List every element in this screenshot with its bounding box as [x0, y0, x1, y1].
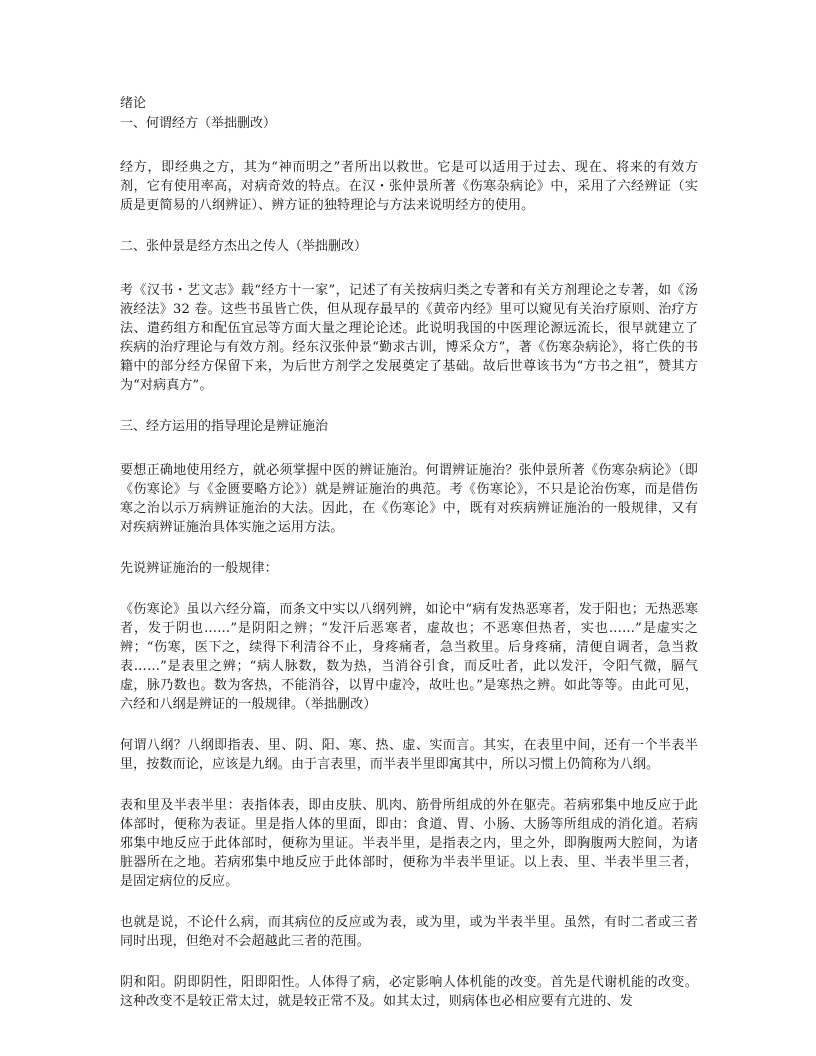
- spacer: [120, 215, 698, 237]
- spacer: [120, 891, 698, 913]
- spacer: [120, 257, 698, 281]
- section-3-paragraph-4: 何谓八纲？八纲即指表、里、阴、阳、寒、热、虚、实而言。其实，在表里中间，还有一个半表半里，按数而论，应该是九纲。由于言表里，而半表半里即寓其中，所以习惯上仍简称为八纲。: [120, 738, 698, 772]
- spacer: [120, 395, 698, 417]
- section-3-paragraph-7: 阴和阳。阴即阴性，阳即阳性。人体得了病，必定影响人体机能的改变。首先是代谢机能的改变。这种改变不是较正常太过，就是较正常不及。如其太过，则病体也必相应要有亢进的、发: [120, 975, 698, 1009]
- spacer: [120, 134, 698, 158]
- spacer: [120, 774, 698, 796]
- section-3-paragraph-1: 要想正确地使用经方，就必须掌握中医的辨证施治。何谓辨证施治？张仲景所著《伤寒杂病论》（即《伤寒论》与《金匮要略方论》）就是辨证施治的典范。考《伤寒论》，不只是论治伤寒，而是借伤寒之治以示万病辨证施治的大法。因此，在《伤寒论》中，既有对疾病辨证施治的一般规律，又有对疾病辨证施治具体实施之运用方法。: [120, 463, 698, 535]
- section-2-heading: 二、张仲景是经方杰出之传人（举拙删改）: [120, 239, 368, 254]
- spacer: [120, 437, 698, 461]
- document-page: [120, 94, 698, 1011]
- section-1-heading: 一、何谓经方（举拙删改）: [120, 116, 277, 131]
- section-3-paragraph-2: 先说辨证施治的一般规律：: [120, 561, 278, 576]
- section-3-paragraph-3: 《伤寒论》虽以六经分篇，而条文中实以八纲列辨，如论中“病有发热恶寒者，发于阳也；无热恶寒者，发于阴也……”是阴阳之辨；“发汗后恶寒者，虚故也；不恶寒但热者，实也……”是虚实之辨；“伤寒，医下之，续得下利清谷不止，身疼痛者，急当救里。后身疼痛，清便自调者，急当救表……”是表里之辨；“病人脉数，数为热，当消谷引食，而反吐者，此以发汗，令阳气微，膈气虚，脉乃数也。数为客热，不能消谷，以胃中虚冷，故吐也。”是寒热之辨。如此等等。由此可见，六经和八纲是辨证的一般规律。（举拙删改）: [120, 602, 698, 712]
- section-3-heading: 三、经方运用的指导理论是辨证施治: [120, 419, 329, 434]
- document-title: 绪论: [120, 96, 147, 111]
- spacer: [120, 578, 698, 600]
- section-3-paragraph-6: 也就是说，不论什么病，而其病位的反应或为表，或为里，或为半表半里。虽然，有时二者或三者同时出现，但绝对不会超越此三者的范围。: [120, 915, 698, 949]
- section-2-paragraph-1: 考《汉书・艺文志》载“经方十一家”，记述了有关按病归类之专著和有关方剂理论之专著，如《汤液经法》32 卷。这些书虽皆亡佚，但从现存最早的《黄帝内经》里可以窥见有关治疗原则、治疗方法、遣药组方和配伍宜忌等方面大量之理论论述。此说明我国的中医理论源远流长，很早就建立了疾病的治疗理论与有效方剂。经东汉张仲景“勤求古训，博采众方”，著《伤寒杂病论》，将亡佚的书籍中的部分经方保留下来，为后世方剂学之发展奠定了基础。故后世尊该书为“方书之祖”，赞其方为“对病真方”。: [120, 283, 698, 393]
- section-1-paragraph-1: 经方，即经典之方，其为“神而明之”者所出以救世。它是可以适用于过去、现在、将来的有效方剂，它有使用率高，对病奇效的特点。在汉・张仲景所著《伤寒杂病论》中，采用了六经辨证（实质是更简易的八纲辨证）、辨方证的独特理论与方法来说明经方的使用。: [120, 160, 698, 213]
- section-3-paragraph-5: 表和里及半表半里：表指体表，即由皮肤、肌肉、筋骨所组成的外在躯壳。若病邪集中地反应于此体部时，便称为表证。里是指人体的里面，即由：食道、胃、小肠、大肠等所组成的消化道。若病邪集中地反应于此体部时，便称为里证。半表半里，是指表之内，里之外，即胸腹两大腔间，为诸脏器所在之地。若病邪集中地反应于此体部时，便称为半表半里证。以上表、里、半表半里三者，是固定病位的反应。: [120, 798, 698, 889]
- spacer: [120, 951, 698, 973]
- spacer: [120, 537, 698, 559]
- spacer: [120, 714, 698, 736]
